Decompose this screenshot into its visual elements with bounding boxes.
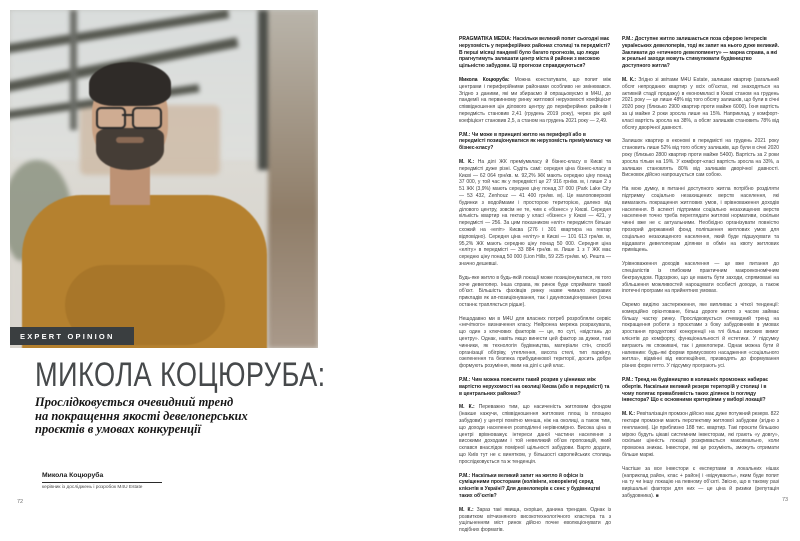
answer-paragraph: М. К.: На ділі ЖК преміумкласу й бізнес-класу в Києві та передмісті дуже різні. Судіть самі: середня ціна бізнес-класу в Києві — 62 064 грн/кв. м. 92,2% ЖК мають середню ціну понад 37 000, у той час як у передмісті це 27 916 грн/кв. м, і лише 2 з 51 ЖК (3,9%) мають середню ціну понад 37 000 (Park Lake City — 53 432, Zenhouz — 41 400 грн/кв. м). Це малоповерхові будинки з водоймами і просторою територією, далеко від ділового центру, зовсім не те, чим є «бізнес» у Києві. Середня кількість квартир на гектар у класі «бізнес» у Києві — 421, у передмісті — 256. За цим показником «еліт» передмістя більше схожий на «еліт» Києва (276 і 301 квартира на гектар відповідно). Середня ціна «еліту» в Києві — 101 613 грн/кв. м, 95,2% ЖК мають середню ціну понад 50 000. Середня ціна «еліту» в передмісті — 33 884 грн/кв. м. Лише 1 з 7 ЖК має середню ціну понад 50 000 (Lion Hills, 59 225 грн/кв. м). Решта — значно дешевші. xyxy=(459,158,611,267)
glasses-lens xyxy=(132,107,162,129)
expert-opinion-label: EXPERT OPINION xyxy=(10,327,134,345)
answer-paragraph: М. К.: Ревіталізація промзон дійсно має дуже потужний резерв. 822 гектари промзони мають перспективу житлової забудови (згідно з генпланом). Це приблизно 188 тис. квартир. Такі проєкти більшою мірою будуть цікаві системним інвесторам, які грають «у довгу», оскільки цінність локації розкривається максимально, коли промзона зникає. Інвестори, які це розуміють, зможуть отримати більше маржі. xyxy=(622,411,779,459)
answer-paragraph: Залишок квартир в економі в передмісті на грудень 2021 року становить лише 52% від того обсягу залишків, що були в січні 2020 року (близько 2800 квартир проти майже 5400). Вартість за 2 роки зросла тільки на 19%. У комфорт-класі вартість зросла на 33%, а залишки становлять 80% від залишків дворічної давності. Висновок дійсно напрошується сам собою. xyxy=(622,138,779,179)
text-column-2 xyxy=(622,36,779,507)
caption-role: керівник із досліджень і розробок M4U Estate xyxy=(42,485,143,490)
subtitle-line: на покращення якості девелоперських xyxy=(35,408,248,423)
answer-paragraph: Микола Коцюруба: Можна констатувати, що попит між центрами і периферійними районами особливо не змінювався. Згідно з даними, які ми збираємо й опрацьовуємо в M4U, до пандемії на первинному ринку житлової нерухомості коефіцієнт співвідношення цін ділового центру до периферійних районів і передмість становив 2,41 (грудень 2019 року), через рік цей коефіцієнт становив 2,5, а станом на грудень 2021 року — 2,49. xyxy=(459,76,611,124)
portrait-photo xyxy=(10,10,318,348)
glasses-lens xyxy=(96,107,126,129)
page-number-left: 72 xyxy=(17,499,24,505)
answer-paragraph: Урівноваження доходів населення — це вже питання до спеціалістів із глибоким практичним макроекономічним бекграундом. Підозрюю, що це мають бути заходи, спрямовані на збільшення можливостей нарощувати особисті доходи, а також іпотечні програми на прийнятних умовах. xyxy=(622,261,779,295)
question-paragraph: PRAGMATIKA MEDIA: Наскільки великий попит сьогодні має нерухомість у периферійних районах столиці та передмісті? В перші місяці пандемії було багато прогнозів, що люди прагнутимуть залишати центр міста й райони з високою щільністю забудови. Ці прогнози справджуються? xyxy=(459,36,611,70)
text-column-1 xyxy=(459,36,611,541)
answer-paragraph: Будь-яке житло в будь-якій локації може позиціонуватися, як того хоче девелопер. Інша справа, як ринок буде сприймати такий об’єкт. Більшість фахівців ринку назве чимало яскравих прикладів як ап-позиціонування, так і даунпозиціонування (хоча останнє трапляється рідше). xyxy=(459,274,611,308)
beard xyxy=(96,128,164,170)
answer-paragraph: М. К.: Переважно тим, що насиченість житловим фондом (інакше кажучи, співвідношення житлових площ із площею забудови) у центрі помітно менша, ніж на околиці, а також тим, що доходи населення розподілені нерівномірно. Висока ціна в центрі врівноважує інтереси даної частини населення з високими доходами і той невеликий об’єм пропозицій, який склався внаслідок помірної щільності забудови. Варто додати, що Київ тут не є винятком, у більшості європейських столиць прослідковується та ж тенденція. xyxy=(459,404,611,465)
question-paragraph: P.M.: Доступне житло залишається поза сферою інтересів українських девелоперів, тоді як запит на нього дуже великий. Закликати до «етичного девелопменту» — марна справа, а які ж реальні заходи можуть стимулювати будівництво доступного житла? xyxy=(622,36,780,70)
subtitle-line: проєктів в умовах конкуренції xyxy=(35,422,202,436)
glasses-bridge xyxy=(122,114,132,116)
page-title: МИКОЛА КОЦЮРУБА: xyxy=(35,356,326,394)
subtitle xyxy=(35,396,248,437)
subtitle-line: Прослідковується очевидний тренд xyxy=(35,395,234,409)
question-paragraph: P.M.: Чи може в принципі житло на периферії або в передмісті позиціонуватися як нерухомість преміумкласу чи бізнес-класу? xyxy=(459,131,611,152)
answer-paragraph: На мою думку, в питанні доступного житла потрібно розділяти підтримку соціально незахищених верств населення, які вимагають покращення житлових умов, і врівноваження доходів населення. В аспекті підтримки соціально незахищених верств населення точно треба переглядати житлові нормативи, оскільки чинні вже не є актуальними. Необхідно організувати повністю прозорий державний фонд поліпшення житлових умов для соціально незахищеного населення, який буде підшукувати та віддавати девелоперам ділянки в обмін на квоту житлових приміщень. xyxy=(622,186,779,254)
question-paragraph: P.M.: Чим можна пояснити такий розрив у цінниках між вартістю нерухомості на околиці Києва (або в передмісті) та в центральних районах? xyxy=(459,377,610,397)
glasses xyxy=(96,107,164,127)
page-number-right: 73 xyxy=(782,497,789,503)
answer-paragraph: Нещодавно ми в M4U для власних потреб розробляли сервіс «нечіткого» визначення класу. Нейронна мережа розрахувала, що один з ключових факторів — це, по суті, «відстань до центру». Однак, навіть якщо винести цей фактор за дужки, такі чинники, як технологія будівництва, матеріали стін, спосіб організації обігріву, утеплення, висота стелі, тип паркінгу, озеленення та безпека прибудинкової території, досить добре формують розуміння, яким на ділі є цей клас. xyxy=(459,315,611,370)
caption-name: Микола Коцюруба xyxy=(42,472,162,483)
author-caption xyxy=(42,472,162,490)
answer-paragraph: Окремо виділю застереження, яке випливає з чіткої тенденції: комерційно орієнтоване, більш дороге житло з часом займає більшу частку ринку. Прослідковується очевидний тренд на покращення роботи з проєктами з боку забудовників в умовах зростання продуктової конкуренції на тлі більш високих вимог клієнтів до комфорту, функціональності й естетики. У підсумку виграють як споживачі, так і девелопери. Однак можна бути й напевним: будь-які форми примусового насадження «соціального житла», відмінні від еволюційних, призводять до формування різних форм гетто. У підсумку програють усі. xyxy=(622,302,779,370)
question-paragraph: P.M.: Тренд на будівництво в колишніх промзонах набирає обертів. Наскільки великий резерв територій у столиці і в чому полягає привабливість таких ділянок із погляду інвестора? Що є основними критеріями у виборі локації? xyxy=(622,377,769,404)
question-paragraph: P.M.: Наскільки великий запит на житло й офіси із суміщеними просторами (колівінги, коворкінги) серед клієнтів в Україні? Для девелоперів є сенс у будівництві таких об’єктів? xyxy=(459,472,601,500)
answer-paragraph: М. К.: Зараз такі явища, скоріше, данина трендам. Однак із розвитком вітчизняного високотехнологічного кластера та з ущільненням міст ринок дійсно почне еволюціонувати до подібних форматів. xyxy=(459,506,611,534)
hair xyxy=(89,62,171,106)
portrait-of-mykola xyxy=(10,10,318,348)
answer-paragraph: Частіше за все інвестори є експертами в локальних нішах (наприклад район, клас + район) і «відчувають», яким буде попит на ту чи іншу локацію на певному об’єкті. Звісно, що в такому разі вирішальні фактори для них — це ціна й ризики (репутація забудовника). ■ xyxy=(622,465,779,500)
mouth xyxy=(116,137,144,143)
answer-paragraph: М. К.: Згідно зі звітами M4U Estate, залишки квартир (загальний обсяг непроданих квартир у всіх об’єктах, які знаходяться на активній стадії продажу) в економкласі в Києві станом на грудень 2021 року — це лише 48% від того обсягу залишків, що були в січні 2020 року (близько 2900 квартир проти майже 6000). Їхня вартість за ці майже 2 роки зросла лише на 15%. Наприклад, у комфорт-класі вартість зросла на 38%, а обсяг залишків становить 78% від обсягу дворічної давності. xyxy=(622,76,779,131)
